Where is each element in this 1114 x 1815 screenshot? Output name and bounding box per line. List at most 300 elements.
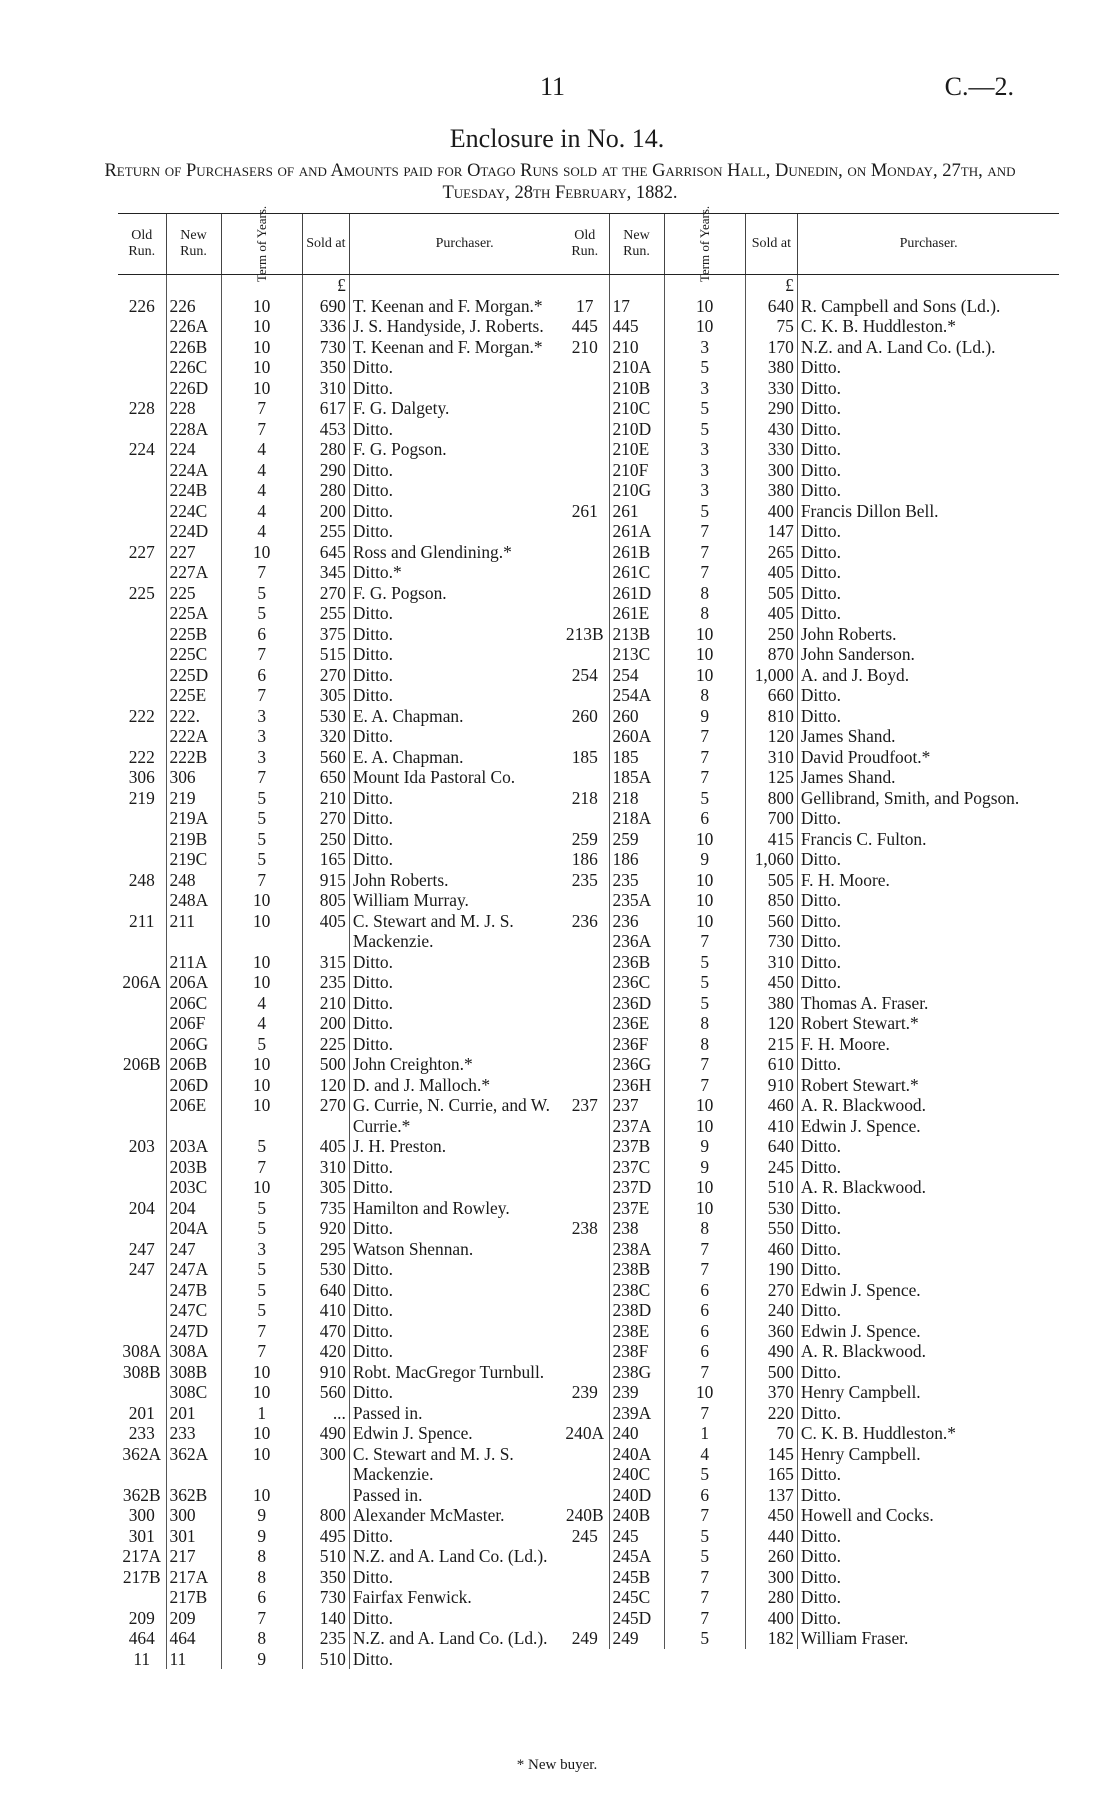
purchaser-cell: Robert Stewart.* bbox=[797, 1075, 1059, 1096]
old-run-cell bbox=[561, 542, 609, 563]
table-row bbox=[561, 1177, 1059, 1198]
sold-at-cell: 310 bbox=[745, 952, 797, 973]
table-row bbox=[118, 1218, 579, 1239]
sold-at-cell: 735 bbox=[302, 1198, 349, 1219]
term-cell: 10 bbox=[664, 665, 745, 686]
new-run-cell: 225B bbox=[166, 624, 221, 645]
term-cell: 7 bbox=[664, 726, 745, 747]
sold-at-cell: 120 bbox=[745, 1013, 797, 1034]
new-run-cell: 301 bbox=[166, 1526, 221, 1547]
new-run-cell: 206D bbox=[166, 1075, 221, 1096]
table-row bbox=[561, 542, 1059, 563]
header-purchaser: Purchaser. bbox=[797, 214, 1059, 275]
sold-at-cell: 336 bbox=[302, 316, 349, 337]
old-run-cell bbox=[561, 685, 609, 706]
purchaser-cell: Ditto. bbox=[349, 1177, 579, 1198]
term-cell: 10 bbox=[221, 1423, 302, 1444]
new-run-cell: 238B bbox=[609, 1259, 664, 1280]
new-run-cell: 211A bbox=[166, 952, 221, 973]
old-run-cell bbox=[561, 480, 609, 501]
term-cell: 7 bbox=[221, 1341, 302, 1362]
new-run-cell: 210 bbox=[609, 337, 664, 358]
table-row bbox=[118, 1546, 579, 1567]
sold-at-cell: 305 bbox=[302, 1177, 349, 1198]
new-run-cell: 219C bbox=[166, 849, 221, 870]
new-run-cell: 226D bbox=[166, 378, 221, 399]
term-cell: 4 bbox=[221, 439, 302, 460]
purchaser-cell: Ditto. bbox=[797, 398, 1059, 419]
purchaser-cell: E. A. Chapman. bbox=[349, 706, 579, 727]
purchaser-cell: Hamilton and Rowley. bbox=[349, 1198, 579, 1219]
new-run-cell: 227A bbox=[166, 562, 221, 583]
purchaser-cell: Ditto. bbox=[349, 726, 579, 747]
sold-at-cell: 190 bbox=[745, 1259, 797, 1280]
term-cell: 8 bbox=[664, 1034, 745, 1055]
purchaser-cell: J. H. Preston. bbox=[349, 1136, 579, 1157]
old-run-cell bbox=[118, 1218, 166, 1239]
term-cell: 6 bbox=[664, 1485, 745, 1506]
table-row bbox=[118, 378, 579, 399]
new-run-cell: 206B bbox=[166, 1054, 221, 1075]
sold-at-cell: 270 bbox=[302, 583, 349, 604]
new-run-cell: 222. bbox=[166, 706, 221, 727]
purchaser-cell: Ditto. bbox=[349, 521, 579, 542]
purchaser-cell: Ditto. bbox=[349, 1259, 579, 1280]
new-run-cell: 206A bbox=[166, 972, 221, 993]
old-run-cell: 206B bbox=[122, 1054, 161, 1074]
table-row bbox=[118, 829, 579, 850]
old-run-cell bbox=[118, 685, 166, 706]
sold-at-cell: 380 bbox=[745, 993, 797, 1014]
purchaser-cell: Ditto. bbox=[349, 1321, 579, 1342]
old-run-cell bbox=[561, 952, 609, 973]
new-run-cell: 219B bbox=[166, 829, 221, 850]
sold-at-cell: 640 bbox=[745, 296, 797, 317]
old-run-cell bbox=[118, 1300, 166, 1321]
term-cell: 7 bbox=[664, 1587, 745, 1608]
table-row bbox=[561, 726, 1059, 747]
old-run-cell: 219 bbox=[128, 787, 155, 808]
term-cell: 7 bbox=[664, 542, 745, 563]
purchaser-cell: Ditto. bbox=[797, 480, 1059, 501]
old-run-cell bbox=[561, 1013, 609, 1034]
sold-at-cell: 1,060 bbox=[745, 849, 797, 870]
old-run-cell bbox=[118, 1157, 166, 1178]
purchaser-cell: Ditto. bbox=[349, 1608, 579, 1629]
sold-at-cell: 70 bbox=[745, 1423, 797, 1444]
table-row bbox=[118, 419, 579, 440]
term-cell: 6 bbox=[221, 624, 302, 645]
new-run-cell: 236D bbox=[609, 993, 664, 1014]
header-term: Term of Years. bbox=[664, 214, 745, 275]
new-run-cell: 254A bbox=[609, 685, 664, 706]
new-run-cell: 217B bbox=[166, 1587, 221, 1608]
term-cell: 9 bbox=[664, 849, 745, 870]
term-cell: 7 bbox=[221, 1157, 302, 1178]
new-run-cell: 226B bbox=[166, 337, 221, 358]
sold-at-cell: 270 bbox=[302, 808, 349, 829]
new-run-cell: 236A bbox=[609, 931, 664, 952]
table-row bbox=[118, 521, 579, 542]
term-cell: 7 bbox=[664, 1505, 745, 1526]
term-cell: 8 bbox=[664, 1013, 745, 1034]
old-run-cell bbox=[118, 480, 166, 501]
new-run-cell: 245A bbox=[609, 1546, 664, 1567]
purchaser-cell: Gellibrand, Smith, and Pogson. bbox=[797, 788, 1059, 809]
old-run-cell bbox=[561, 1177, 609, 1198]
purchaser-cell: Ditto. bbox=[797, 419, 1059, 440]
term-cell: 10 bbox=[664, 316, 745, 337]
new-run-cell: 206F bbox=[166, 1013, 221, 1034]
term-cell: 4 bbox=[221, 993, 302, 1014]
purchaser-cell: C. K. B. Huddleston.* bbox=[797, 316, 1059, 337]
purchaser-cell: Ditto. bbox=[797, 1485, 1059, 1506]
old-run-cell bbox=[118, 993, 166, 1014]
table-row bbox=[561, 357, 1059, 378]
sold-at-cell: 380 bbox=[745, 357, 797, 378]
table-row bbox=[561, 316, 1059, 337]
table-row bbox=[118, 316, 579, 337]
table-row bbox=[118, 357, 579, 378]
old-run-cell: 217A bbox=[122, 1546, 162, 1566]
term-cell: 7 bbox=[664, 767, 745, 788]
old-run-cell: 218 bbox=[571, 787, 598, 808]
sold-at-cell: 450 bbox=[745, 972, 797, 993]
term-cell: 7 bbox=[664, 521, 745, 542]
new-run-cell: 225C bbox=[166, 644, 221, 665]
new-run-cell: 261A bbox=[609, 521, 664, 542]
table-row bbox=[561, 1628, 1059, 1649]
table-row bbox=[561, 788, 1059, 809]
sold-at-cell: 700 bbox=[745, 808, 797, 829]
header-old-run: Old Run. bbox=[561, 214, 609, 275]
new-run-cell: 217 bbox=[166, 1546, 221, 1567]
purchaser-cell: C. Stewart and M. J. S. Mackenzie. bbox=[349, 1444, 579, 1485]
old-run-cell bbox=[118, 624, 166, 645]
term-cell: 3 bbox=[221, 726, 302, 747]
term-cell: 5 bbox=[664, 952, 745, 973]
purchaser-cell: Ditto. bbox=[349, 952, 579, 973]
table-row bbox=[561, 1444, 1059, 1465]
old-run-cell bbox=[561, 1259, 609, 1280]
table-row bbox=[561, 1341, 1059, 1362]
new-run-cell: 17 bbox=[609, 296, 664, 317]
term-cell: 5 bbox=[221, 1300, 302, 1321]
new-run-cell: 210D bbox=[609, 419, 664, 440]
purchaser-cell: Ditto. bbox=[797, 603, 1059, 624]
sold-at-cell: 800 bbox=[302, 1505, 349, 1526]
table-row bbox=[561, 644, 1059, 665]
sold-at-cell: 215 bbox=[745, 1034, 797, 1055]
sold-at-cell: 250 bbox=[745, 624, 797, 645]
old-run-cell: 217B bbox=[122, 1566, 161, 1587]
old-run-cell: 222 bbox=[128, 746, 155, 767]
sold-at-cell: 75 bbox=[745, 316, 797, 337]
purchaser-cell: Ditto. bbox=[349, 1280, 579, 1301]
sold-at-cell: 505 bbox=[745, 583, 797, 604]
term-cell: 10 bbox=[664, 1095, 745, 1116]
term-cell: 6 bbox=[664, 1321, 745, 1342]
term-cell: 6 bbox=[664, 808, 745, 829]
sold-at-cell: 140 bbox=[302, 1608, 349, 1629]
sold-at-cell: 200 bbox=[302, 501, 349, 522]
sold-at-cell: 850 bbox=[745, 890, 797, 911]
sold-at-cell: 305 bbox=[302, 685, 349, 706]
term-cell: 10 bbox=[221, 337, 302, 358]
old-run-cell: 226 bbox=[128, 295, 155, 316]
purchaser-cell: Ditto. bbox=[797, 706, 1059, 727]
new-run-cell: 238C bbox=[609, 1280, 664, 1301]
new-run-cell: 210C bbox=[609, 398, 664, 419]
term-cell: 7 bbox=[664, 1075, 745, 1096]
old-run-cell bbox=[561, 972, 609, 993]
purchaser-cell: Mount Ida Pastoral Co. bbox=[349, 767, 579, 788]
purchaser-cell: Ditto. bbox=[797, 1567, 1059, 1588]
old-run-cell bbox=[561, 562, 609, 583]
new-run-cell: 308C bbox=[166, 1382, 221, 1403]
old-run-cell: 247 bbox=[128, 1238, 155, 1259]
purchaser-cell: Alexander McMaster. bbox=[349, 1505, 579, 1526]
purchaser-cell: Ross and Glendining.* bbox=[349, 542, 579, 563]
term-cell: 9 bbox=[664, 1136, 745, 1157]
purchaser-cell: E. A. Chapman. bbox=[349, 747, 579, 768]
term-cell: 10 bbox=[221, 378, 302, 399]
purchaser-cell: Ditto. bbox=[797, 1259, 1059, 1280]
table-row bbox=[561, 1382, 1059, 1403]
term-cell: 5 bbox=[664, 788, 745, 809]
sold-at-cell: 530 bbox=[745, 1198, 797, 1219]
sold-at-cell: 405 bbox=[745, 603, 797, 624]
new-run-cell: 213B bbox=[609, 624, 664, 645]
new-run-cell: 219A bbox=[166, 808, 221, 829]
purchaser-cell: Ditto. bbox=[349, 460, 579, 481]
purchaser-cell: Ditto. bbox=[797, 1198, 1059, 1219]
term-cell: 10 bbox=[221, 911, 302, 952]
table-row bbox=[561, 993, 1059, 1014]
term-cell: 5 bbox=[664, 1546, 745, 1567]
term-cell: 5 bbox=[221, 1218, 302, 1239]
old-run-cell bbox=[118, 1075, 166, 1096]
term-cell: 10 bbox=[664, 1116, 745, 1137]
sold-at-cell: 405 bbox=[302, 911, 349, 952]
term-cell: 9 bbox=[664, 1157, 745, 1178]
sold-at-cell: 145 bbox=[745, 1444, 797, 1465]
term-cell: 5 bbox=[221, 1034, 302, 1055]
table-row bbox=[118, 542, 579, 563]
term-cell: 7 bbox=[664, 1054, 745, 1075]
purchaser-cell: Ditto. bbox=[797, 521, 1059, 542]
table-row bbox=[118, 1587, 579, 1608]
purchaser-cell: Ditto. bbox=[797, 952, 1059, 973]
purchaser-cell: J. S. Handyside, J. Roberts. bbox=[349, 316, 579, 337]
term-cell: 5 bbox=[221, 829, 302, 850]
term-cell: 10 bbox=[221, 1485, 302, 1506]
new-run-cell: 206E bbox=[166, 1095, 221, 1136]
new-run-cell: 225D bbox=[166, 665, 221, 686]
purchaser-cell: Ditto. bbox=[349, 1157, 579, 1178]
table-row bbox=[118, 726, 579, 747]
term-cell: 6 bbox=[664, 1300, 745, 1321]
sold-at-cell: 300 bbox=[745, 1567, 797, 1588]
purchaser-cell: C. K. B. Huddleston.* bbox=[797, 1423, 1059, 1444]
table-row bbox=[118, 665, 579, 686]
sold-at-cell: 495 bbox=[302, 1526, 349, 1547]
term-cell: 4 bbox=[221, 501, 302, 522]
new-run-cell: 254 bbox=[609, 665, 664, 686]
old-run-cell bbox=[118, 890, 166, 911]
new-run-cell: 308A bbox=[166, 1341, 221, 1362]
table-row bbox=[118, 1485, 579, 1506]
table-row bbox=[561, 1464, 1059, 1485]
header-new-run: New Run. bbox=[166, 214, 221, 275]
header-new-run: New Run. bbox=[609, 214, 664, 275]
old-run-cell: 222 bbox=[128, 705, 155, 726]
term-cell: 7 bbox=[221, 419, 302, 440]
header-sold-at: Sold at bbox=[745, 214, 797, 275]
new-run-cell: 236F bbox=[609, 1034, 664, 1055]
purchaser-cell: Ditto. bbox=[349, 603, 579, 624]
table-row bbox=[561, 1054, 1059, 1075]
purchaser-cell: A. and J. Boyd. bbox=[797, 665, 1059, 686]
new-run-cell: 362A bbox=[166, 1444, 221, 1485]
purchaser-cell: Ditto. bbox=[797, 542, 1059, 563]
sold-at-cell: 870 bbox=[745, 644, 797, 665]
sold-at-cell: 147 bbox=[745, 521, 797, 542]
old-run-cell bbox=[118, 316, 166, 337]
purchaser-cell: N.Z. and A. Land Co. (Ld.). bbox=[349, 1628, 579, 1649]
table-row bbox=[118, 1095, 579, 1136]
term-cell: 7 bbox=[221, 1608, 302, 1629]
purchaser-cell: Ditto. bbox=[349, 993, 579, 1014]
table-row bbox=[561, 1095, 1059, 1116]
term-cell: 3 bbox=[221, 1239, 302, 1260]
table-row bbox=[561, 1485, 1059, 1506]
table-row bbox=[561, 460, 1059, 481]
term-cell: 7 bbox=[221, 562, 302, 583]
purchaser-cell: Ditto. bbox=[797, 583, 1059, 604]
table-row bbox=[118, 808, 579, 829]
old-run-cell: 300 bbox=[128, 1505, 155, 1525]
table-row bbox=[561, 890, 1059, 911]
purchaser-cell: Ditto. bbox=[349, 685, 579, 706]
new-run-cell: 206G bbox=[166, 1034, 221, 1055]
new-run-cell: 203B bbox=[166, 1157, 221, 1178]
old-run-cell bbox=[118, 501, 166, 522]
old-run-cell bbox=[561, 1280, 609, 1301]
old-run-cell bbox=[561, 398, 609, 419]
term-cell: 10 bbox=[221, 1054, 302, 1075]
old-run-cell bbox=[118, 726, 166, 747]
new-run-cell: 236E bbox=[609, 1013, 664, 1034]
new-run-cell: 237 bbox=[609, 1095, 664, 1116]
old-run-cell bbox=[561, 890, 609, 911]
table-row bbox=[118, 1075, 579, 1096]
new-run-cell: 228A bbox=[166, 419, 221, 440]
sold-at-cell: 250 bbox=[302, 829, 349, 850]
new-run-cell: 222B bbox=[166, 747, 221, 768]
new-run-cell: 224D bbox=[166, 521, 221, 542]
table-row bbox=[118, 1362, 579, 1383]
term-cell: 4 bbox=[221, 460, 302, 481]
old-run-cell bbox=[561, 1075, 609, 1096]
old-run-cell bbox=[561, 644, 609, 665]
new-run-cell: 237D bbox=[609, 1177, 664, 1198]
table-row bbox=[561, 972, 1059, 993]
table-row bbox=[561, 706, 1059, 727]
new-run-cell: 219 bbox=[166, 788, 221, 809]
old-run-cell bbox=[118, 1013, 166, 1034]
new-run-cell: 235A bbox=[609, 890, 664, 911]
old-run-cell: 260 bbox=[571, 705, 598, 726]
sold-at-cell: 810 bbox=[745, 706, 797, 727]
old-run-cell: 238 bbox=[571, 1218, 598, 1238]
purchaser-cell: Ditto. bbox=[797, 1526, 1059, 1547]
term-cell: 10 bbox=[664, 1198, 745, 1219]
term-cell: 6 bbox=[664, 1280, 745, 1301]
old-run-cell: 240A bbox=[565, 1423, 605, 1443]
sold-at-cell: 290 bbox=[745, 398, 797, 419]
sold-at-cell: 505 bbox=[745, 870, 797, 891]
new-run-cell: 239 bbox=[609, 1382, 664, 1403]
new-run-cell: 240C bbox=[609, 1464, 664, 1485]
old-run-cell bbox=[561, 1136, 609, 1157]
new-run-cell: 300 bbox=[166, 1505, 221, 1526]
new-run-cell: 238D bbox=[609, 1300, 664, 1321]
sold-at-cell: 560 bbox=[745, 911, 797, 932]
old-run-cell bbox=[561, 1362, 609, 1383]
purchaser-cell: Howell and Cocks. bbox=[797, 1505, 1059, 1526]
new-run-cell: 203C bbox=[166, 1177, 221, 1198]
sold-at-cell: 490 bbox=[302, 1423, 349, 1444]
table-row bbox=[118, 1321, 579, 1342]
purchaser-cell: R. Campbell and Sons (Ld.). bbox=[797, 296, 1059, 317]
new-run-cell: 259 bbox=[609, 829, 664, 850]
old-run-cell: 201 bbox=[128, 1402, 155, 1423]
table-row bbox=[561, 1567, 1059, 1588]
term-cell: 7 bbox=[221, 685, 302, 706]
new-run-cell: 261C bbox=[609, 562, 664, 583]
old-run-cell bbox=[118, 419, 166, 440]
term-cell: 5 bbox=[221, 1136, 302, 1157]
purchaser-cell: F. H. Moore. bbox=[797, 1034, 1059, 1055]
sold-at-cell: 645 bbox=[302, 542, 349, 563]
sold-at-cell: 617 bbox=[302, 398, 349, 419]
term-cell: 10 bbox=[664, 296, 745, 317]
new-run-cell: 261D bbox=[609, 583, 664, 604]
sold-at-cell: 330 bbox=[745, 439, 797, 460]
term-cell: 8 bbox=[664, 583, 745, 604]
table-row bbox=[561, 1198, 1059, 1219]
term-cell: 3 bbox=[664, 337, 745, 358]
table-row bbox=[561, 1321, 1059, 1342]
term-cell: 9 bbox=[221, 1505, 302, 1526]
old-run-cell bbox=[561, 808, 609, 829]
table-row bbox=[118, 583, 579, 604]
old-run-cell bbox=[118, 1321, 166, 1342]
table-row bbox=[561, 1587, 1059, 1608]
sold-at-cell: 730 bbox=[302, 337, 349, 358]
purchaser-cell: Ditto. bbox=[349, 624, 579, 645]
currency-symbol: £ bbox=[302, 275, 349, 296]
new-run-cell: 261E bbox=[609, 603, 664, 624]
sold-at-cell: 530 bbox=[302, 706, 349, 727]
sold-at-cell: 420 bbox=[302, 1341, 349, 1362]
table-row bbox=[561, 1423, 1059, 1444]
purchaser-cell: Ditto. bbox=[797, 931, 1059, 952]
sold-at-cell: 1,000 bbox=[745, 665, 797, 686]
new-run-cell: 240D bbox=[609, 1485, 664, 1506]
table-row bbox=[118, 1300, 579, 1321]
